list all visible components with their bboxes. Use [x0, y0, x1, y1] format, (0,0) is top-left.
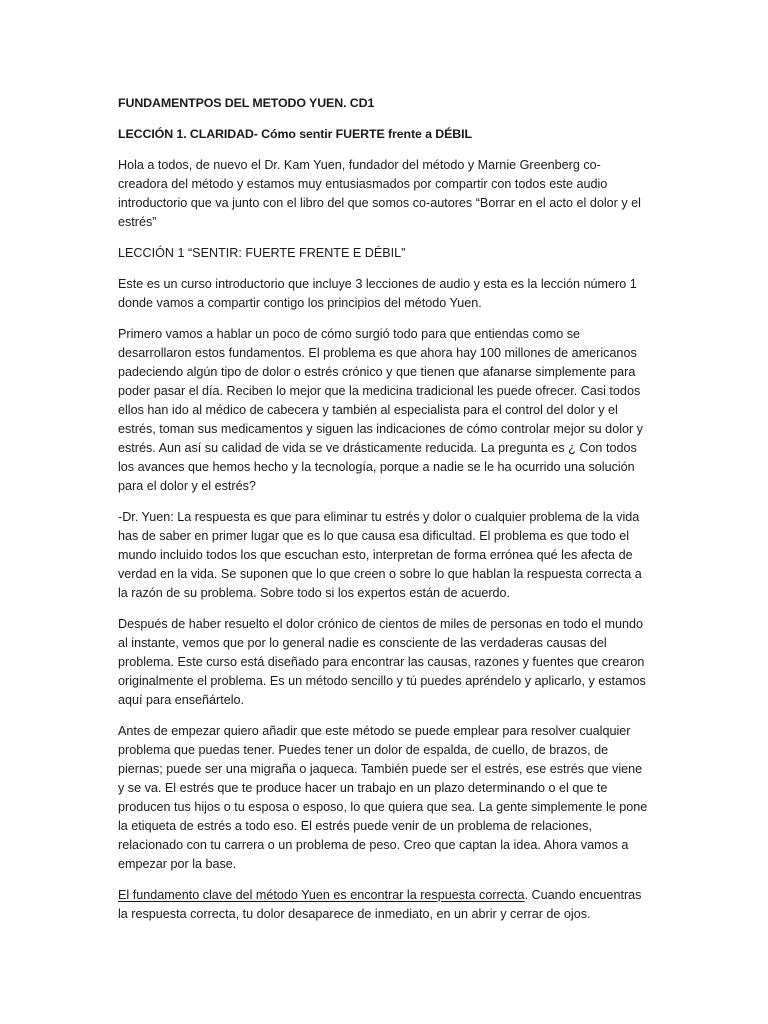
paragraph-dr-yuen-answer: -Dr. Yuen: La respuesta es que para eliminar tu estrés y dolor o cualquier problema de la vida has de saber en primer lugar que es lo que causa esa dificultad. El problema es que todo el mundo incluido todos los que escuchan esto, interpretan de forma errónea qué les afecta de verdad en la vida. Se suponen que lo que creen o sobre lo que hablan la respuesta correcta a la razón de su problema. Sobre todo si los expertos están de acuerdo.	[118, 510, 642, 600]
paragraph-origin: Primero vamos a hablar un poco de cómo surgió todo para que entiendas como se desarrollaron estos fundamentos. El problema es que ahora hay 100 millones de americanos padeciendo algún tipo de dolor o estrés crónico y que tienen que afanarse simplemente para poder pasar el día. Reciben lo mejor que la medicina tradicional les puede ofrecer. Casi todos ellos han ido al médico de cabecera y también al especialista para el control del dolor y el estrés, toman sus medicamentos y siguen las indicaciones de cómo controlar mejor su dolor y estrés. Aun así su calidad de vida se ve drásticamente reducida. La pregunta es ¿ Con todos los avances que hemos hecho y la tecnología, porque a nadie se le ha ocurrido una solución para el dolor y el estrés?	[118, 327, 643, 493]
intro-paragraph: Hola a todos, de nuevo el Dr. Kam Yuen, fundador del método y Marnie Greenberg co-creadora del método y estamos muy entusiasmados por compartir con todos este audio introductorio que va junto con el libro del que somos co-autores “Borrar en el acto el dolor y el estrés”	[118, 158, 641, 229]
paragraph-key-foundation	[118, 886, 648, 924]
lesson-subheading: LECCIÓN 1 “SENTIR: FUERTE FRENTE E DÉBIL”	[118, 246, 406, 260]
paragraph-chronic-pain: Después de haber resuelto el dolor crónico de cientos de miles de personas en todo el mundo al instante, vemos que por lo general nadie es consciente de las verdaderas causas del problema. Este curso está diseñado para encontrar las causas, razones y fuentes que crearon originalmente el problema. Es un método sencillo y tú puedes apréndelo y aplicarlo, y estamos aquí para enseñártelo.	[118, 617, 646, 707]
key-foundation-rest: . Cuando encuentras la respuesta correcta, tu dolor desaparece de inmediato, en un abrir y cerrar de ojos.	[118, 888, 642, 921]
paragraph-course-intro: Este es un curso introductorio que incluye 3 lecciones de audio y esta es la lección número 1 donde vamos a compartir contigo los principios del método Yuen.	[118, 277, 637, 310]
paragraph-applications: Antes de empezar quiero añadir que este método se puede emplear para resolver cualquier problema que puedas tener. Puedes tener un dolor de espalda, de cuello, de brazos, de piernas; puede ser una migraña o jaqueca. También puede ser el estrés, ese estrés que viene y se va. El estrés que te produce hacer un trabajo en un plazo determinando o el que te producen tus hijos o tu esposa o esposo, lo que quiera que sea. La gente simplemente le pone la etiqueta de estrés a todo eso. El estrés puede venir de un problema de relaciones, relacionado con tu carrera o un problema de peso. Creo que captan la idea. Ahora vamos a empezar por la base.	[118, 724, 648, 871]
document-heading: FUNDAMENTPOS DEL METODO YUEN. CD1	[118, 96, 375, 110]
document-page	[118, 94, 648, 936]
key-foundation-underlined: El fundamento clave del método Yuen es encontrar la respuesta correcta	[118, 888, 525, 902]
lesson-heading: LECCIÓN 1. CLARIDAD- Cómo sentir FUERTE frente a DÉBIL	[118, 127, 472, 141]
